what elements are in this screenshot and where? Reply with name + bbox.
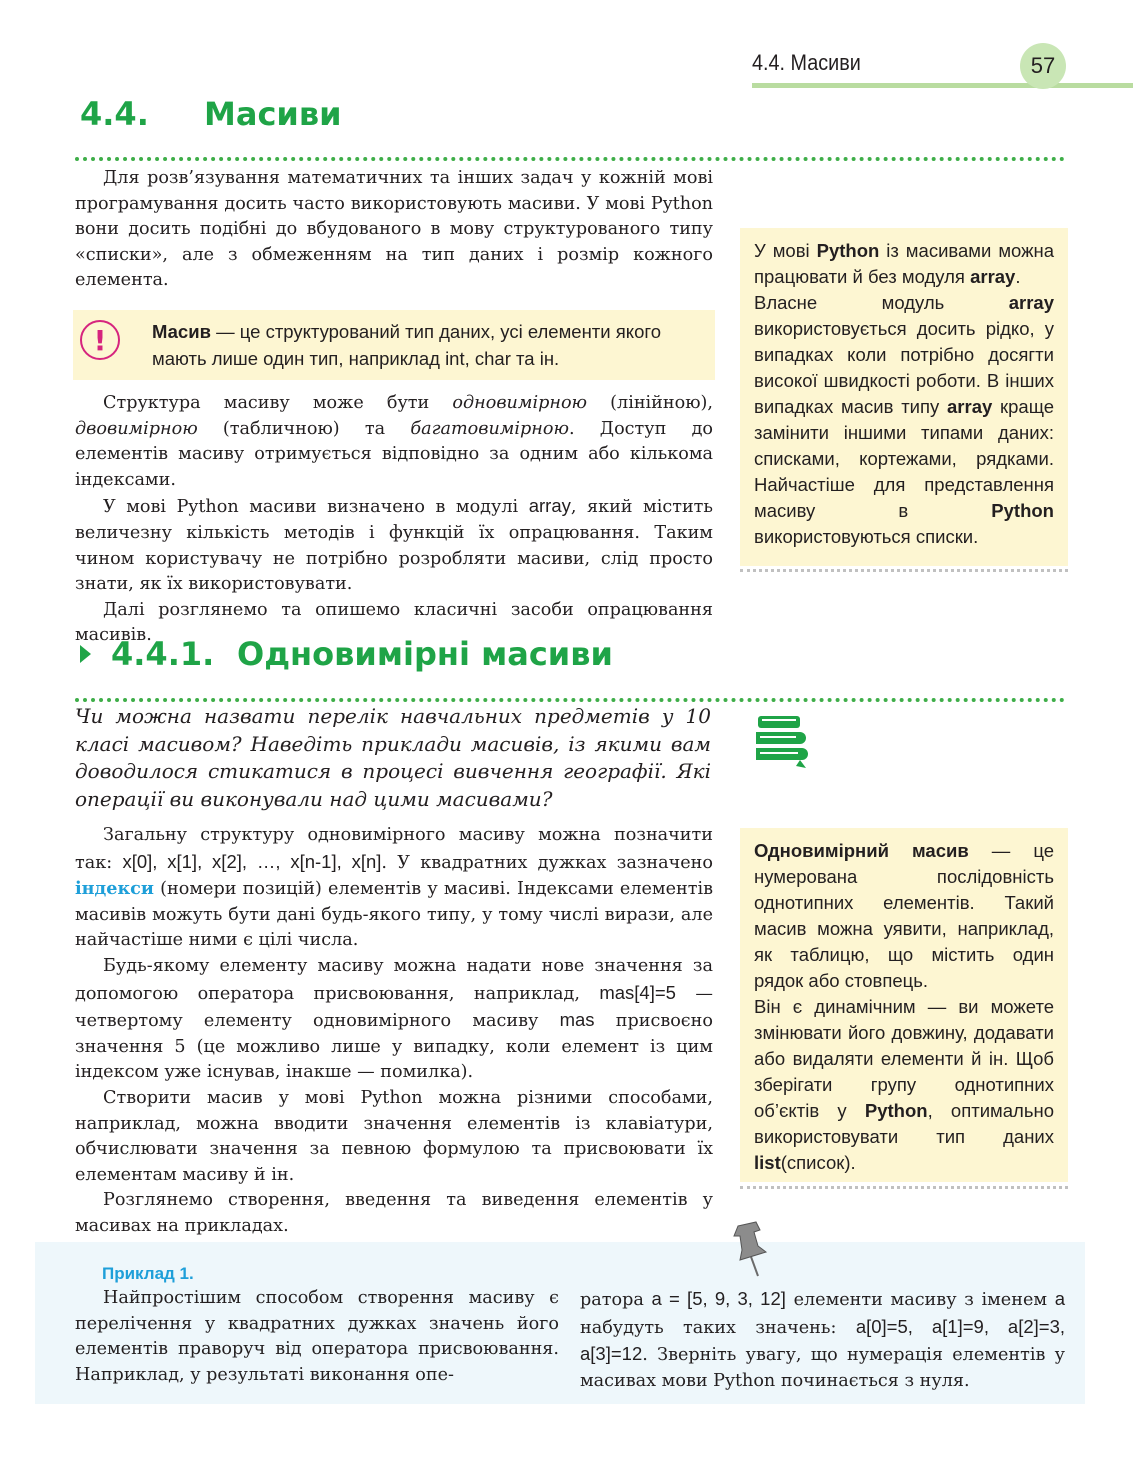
side-note-divider-2 (740, 1186, 1068, 1189)
definition-term: Масив (152, 321, 211, 342)
section-title: Масиви (204, 95, 342, 133)
structure-paragraph: Структура масиву може бути одновимірною (лінійною), двовимірною (табличною) та багатовимірною. Доступ до елементів масиву отримується відповідно за одним або кількома індексами. (75, 393, 713, 490)
structure-notation-paragraph: Загальну структуру одновимірного масиву можна позначити так: x[0], x[1], x[2], …, x[n-1], x[n]. У квадратних дужках зазначено індекси (номери позицій) елементів у масиві. Індексами елементів масивів можуть бути дані будь-якого типу, у тому числі вирази, але найчастіше ними є цілі числа. (75, 825, 714, 951)
module-paragraph: У мові Python масиви визначено в модулі array, який містить величезну кількість методів і функцій їх опрацювання. Таким чином користувачу не потрібно розробляти масиви, слід просто знати, як їх використовувати. (75, 495, 713, 595)
creation-paragraph: Створити масив у мові Python можна різними способами, наприклад, можна вводити значення елементів із клавіатури, обчислювати значення за певною формулою та присвоювати їх елементам масиву й ін. (75, 1087, 713, 1185)
structure-paragraphs (75, 391, 713, 649)
subsection-divider (75, 698, 1065, 702)
subsection-title: Одновимірні масиви (237, 635, 613, 673)
running-title: 4.4. Масиви (752, 50, 861, 75)
section-heading (80, 95, 342, 133)
subsection-heading (80, 635, 613, 673)
next-paragraph: Далі розглянемо та опишемо класичні засоби опрацювання масивів. (75, 599, 713, 646)
page-number: 57 (1020, 43, 1066, 89)
definition-text: Масив — це структурований тип даних, усі елементи якого мають лише один тип, наприклад int, char та ін. (152, 321, 661, 369)
header-rule (752, 83, 1133, 88)
examples-intro-paragraph: Розглянемо створення, введення та виведення елементів у масивах на прикладах. (75, 1190, 713, 1236)
body-paragraphs (75, 823, 713, 1240)
books-icon (752, 712, 808, 770)
triangle-bullet-icon (80, 645, 91, 663)
indices-term: індекси (75, 878, 154, 900)
side-note-definition: Одновимірний масив — це нумерована послідовність однотипних елементів. Такий масив можна уявити, наприклад, як таблицю, що містить один рядок або стовпець. Він є динамічним — ви можете змінювати його довжину, додавати або видаляти елементи й ін. Щоб зберігати групу однотипних об’єктів у Python, оптимально використовувати тип даних list(список). (740, 828, 1068, 1182)
intro-paragraph: Для розв’язування математичних та інших задач у кожній мові програмування досить часто використовують масиви. У мові Python вони досить подібні до вбудованого в мову структурованого типу «списки», але з обмеженням на тип даних і розмір кожного елемента. (75, 168, 713, 291)
side-note-python-array: У мові Python із масивами можна працювати й без модуля array. Власне модуль array використовується досить рідко, у випадках коли потрібно досягти високої швидкості роботи. В інших випадках масив типу array краще замінити іншими типами даних: списками, кортежами, рядками. Найчастіше для представлення масиву в Python використовуються списки. (740, 228, 1068, 566)
section-divider (75, 157, 1065, 161)
side-note-divider (740, 569, 1068, 572)
assignment-paragraph: Будь-якому елементу масиву можна надати нове значення за допомогою оператора присвоювання, наприклад, mas[4]=5 — четвертому елементу одновимірного масиву mas присвоєно значення 5 (це можливо лише у випадку, коли елемент із цим індексом уже існував, інакше — помилка). (75, 955, 713, 1083)
example-column-2: ратора a = [5, 9, 3, 12] елементи масиву з іменем a набудуть таких значень: a[0]=5, a[1]=9, a[2]=3, a[3]=12. Зверніть увагу, що нумерація елементів у масивах мови Python починається з нуля. (580, 1288, 1066, 1391)
question-paragraph: Чи можна назвати перелік навчальних предметів у 10 класі масивом? Наведіть приклади масивів, із якими вам доводилося стикатися в процесі вивчення географії. Які операції ви виконували над цими масивами? (75, 704, 711, 811)
pushpin-icon (728, 1220, 772, 1278)
example-label: Приклад 1. (102, 1264, 194, 1283)
subsection-number: 4.4.1. (111, 635, 215, 673)
example-column-1: Найпростішим способом створення масиву є перелічення у квадратних дужках значень його елементів праворуч від оператора присвоювання. Наприклад, у результаті виконання опе- (75, 1288, 559, 1385)
section-number: 4.4. (80, 95, 149, 133)
exclamation-icon: ! (80, 320, 120, 360)
